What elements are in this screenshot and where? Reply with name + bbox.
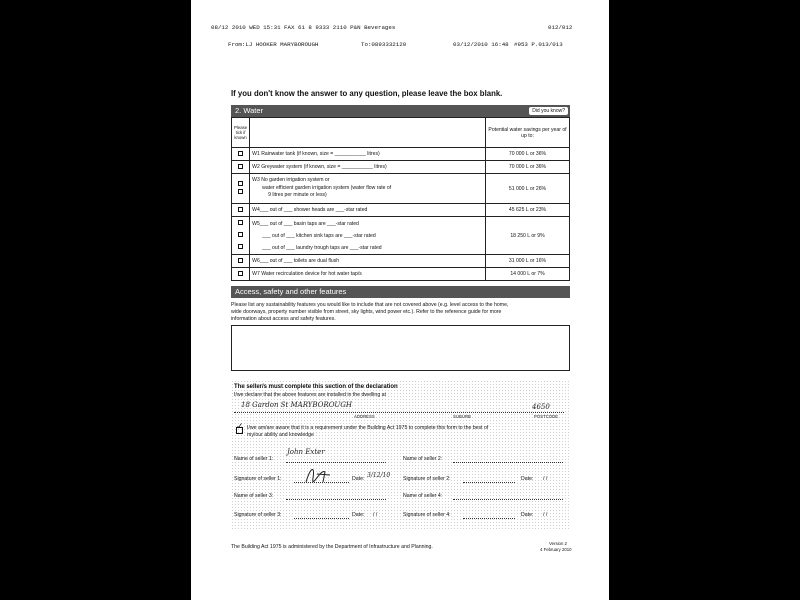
- seller3-date-blank[interactable]: / /: [373, 512, 378, 518]
- declaration-heading: The seller/s must complete this section of the declaration: [234, 384, 398, 390]
- row-text-w3-line3: 9 litres per minute or less): [268, 192, 327, 199]
- tick-mark-icon: ✓: [236, 421, 244, 431]
- seller1-name-field[interactable]: [286, 462, 386, 463]
- row-text-w5-line2: ___ out of ___ kitchen sink taps are ___-star rated: [262, 232, 376, 239]
- table-row: [232, 268, 570, 281]
- seller4-name-field[interactable]: [453, 499, 563, 500]
- version-label: Version 2: [549, 541, 567, 546]
- seller1-signature-field[interactable]: [294, 482, 349, 483]
- footer-text: The Building Act 1975 is administered by the Department of Infrastructure and Planning.: [231, 544, 433, 550]
- table-row: [232, 204, 570, 217]
- seller4-name-label: Name of seller 4:: [403, 493, 443, 499]
- fax-header-line: 08/12 2010 WED 15:31 FAX 61 8 9333 2110 P&N Beverages: [211, 24, 396, 31]
- saving-w3: 51 000 L or 26%: [486, 174, 570, 204]
- please-tick-header: Please tick if known: [232, 118, 250, 148]
- suburb-label: SUBURB: [453, 414, 471, 419]
- address-line: [234, 412, 564, 413]
- seller1-date-label: Date:: [352, 476, 365, 482]
- seller3-date-label: Date:: [352, 512, 365, 518]
- seller2-date-label: Date:: [521, 476, 534, 482]
- seller2-date-blank[interactable]: / /: [543, 476, 548, 482]
- row-text-w6: W6___ out of ___ toilets are dual flush: [250, 255, 486, 268]
- seller3-signature-label: Signature of seller 3:: [234, 512, 282, 518]
- seller2-signature-field[interactable]: [463, 482, 515, 483]
- checkbox-w5a[interactable]: [238, 220, 243, 225]
- seller2-name-label: Name of seller 2:: [403, 456, 443, 462]
- seller3-signature-field[interactable]: [294, 518, 349, 519]
- fax-page-count: 012/012: [548, 24, 573, 31]
- version-date: 4 February 2010: [540, 547, 572, 552]
- table-row: [232, 174, 570, 204]
- saving-w6: 31 000 L or 16%: [486, 255, 570, 268]
- fax-page-number: #953 P.013/013: [514, 41, 563, 48]
- did-you-know-badge: Did you know?: [529, 107, 568, 115]
- checkbox-w6[interactable]: [238, 258, 243, 263]
- savings-header: Potential water savings per year of up to:: [486, 118, 570, 148]
- fax-from: From:LJ HOOKER MARYBOROUGH: [228, 41, 319, 48]
- table-row: [232, 217, 570, 255]
- access-section-header: Access, safety and other features: [231, 286, 570, 298]
- row-text-w2: W2 Greywater system (if known, size = ___________ litres): [250, 161, 486, 174]
- saving-w4: 45 625 L or 23%: [486, 204, 570, 217]
- address-label: ADDRESS: [354, 414, 375, 419]
- water-features-table: [231, 117, 570, 281]
- seller4-signature-field[interactable]: [463, 518, 515, 519]
- checkbox-w2[interactable]: [238, 164, 243, 169]
- seller2-name-field[interactable]: [453, 462, 563, 463]
- row-text-w4: W4___ out of ___ shower heads are ___-star rated: [250, 204, 486, 217]
- table-header-row: [232, 118, 570, 148]
- checkbox-w7[interactable]: [238, 271, 243, 276]
- postcode-label: POSTCODE: [534, 414, 559, 419]
- postcode-handwritten: 4650: [532, 403, 550, 411]
- table-row: [232, 148, 570, 161]
- checkbox-w4[interactable]: [238, 207, 243, 212]
- fax-date: 03/12/2010 16:48: [453, 41, 509, 48]
- checkbox-w1[interactable]: [238, 151, 243, 156]
- seller2-signature-label: Signature of seller 2:: [403, 476, 451, 482]
- seller1-name-handwritten: John Exter: [287, 448, 325, 456]
- row-text-w7: W7 Water recirculation device for hot water tap/s: [250, 268, 486, 281]
- row-text-w1: W1 Rainwater tank (if known, size = ___________ litres): [250, 148, 486, 161]
- water-section-title: 2. Water: [235, 106, 264, 115]
- saving-w7: 14 000 L or 7%: [486, 268, 570, 281]
- saving-w1: 70 000 L or 36%: [486, 148, 570, 161]
- checkbox-w3a[interactable]: [238, 181, 243, 186]
- scanned-document-page: [191, 0, 609, 600]
- seller4-date-label: Date:: [521, 512, 534, 518]
- access-desc-line3: information about access and safety features.: [231, 316, 336, 322]
- row-text-w5: W5___ out of ___ basin taps are ___-star rated: [252, 220, 359, 227]
- access-desc-line1: Please list any sustainability features you would like to include that are not covered above (e.g. level access to the home,: [231, 302, 509, 308]
- table-row: [232, 161, 570, 174]
- row-text-w3: W3 No garden irrigation system or: [252, 177, 330, 184]
- checkbox-w5c[interactable]: [238, 244, 243, 249]
- seller1-signature-label: Signature of seller 1:: [234, 476, 282, 482]
- declaration-line1: I/we declare that the above features are installed in the dwelling at: [234, 392, 386, 398]
- seller3-name-field[interactable]: [286, 499, 386, 500]
- awareness-line1: I/we am/are aware that it is a requirement under the Building Act 1975 to complete this form to the best of: [247, 425, 489, 431]
- row-text-w3-line2: water efficient garden irrigation system (water flow rate of: [262, 184, 392, 191]
- row-text-w5-line3: ___ out of ___ laundry trough taps are ___-star rated: [262, 244, 382, 251]
- awareness-line2: my/our ability and knowledge: [247, 432, 314, 438]
- checkbox-w3b[interactable]: [238, 189, 243, 194]
- address-handwritten: 18 Gardon St MARYBOROUGH: [241, 401, 353, 409]
- access-features-input[interactable]: [231, 325, 570, 371]
- seller3-name-label: Name of seller 3:: [234, 493, 274, 499]
- seller4-date-blank[interactable]: / /: [543, 512, 548, 518]
- instruction-text: If you don't know the answer to any question, please leave the box blank.: [231, 89, 503, 98]
- saving-w2: 70 000 L or 36%: [486, 161, 570, 174]
- water-section-header: [231, 105, 570, 117]
- access-desc-line2: wide doorways, property number visible from street, sky lights, wind power etc.). Refer to the reference guide for more: [231, 309, 502, 315]
- fax-to: To:0893332120: [361, 41, 407, 48]
- seller1-date-handwritten: 3/12/10: [367, 472, 391, 479]
- table-row: [232, 255, 570, 268]
- saving-w5: 18 250 L or 9%: [486, 217, 570, 255]
- seller4-signature-label: Signature of seller 4:: [403, 512, 451, 518]
- checkbox-w5b[interactable]: [238, 232, 243, 237]
- seller1-name-label: Name of seller 1:: [234, 456, 274, 462]
